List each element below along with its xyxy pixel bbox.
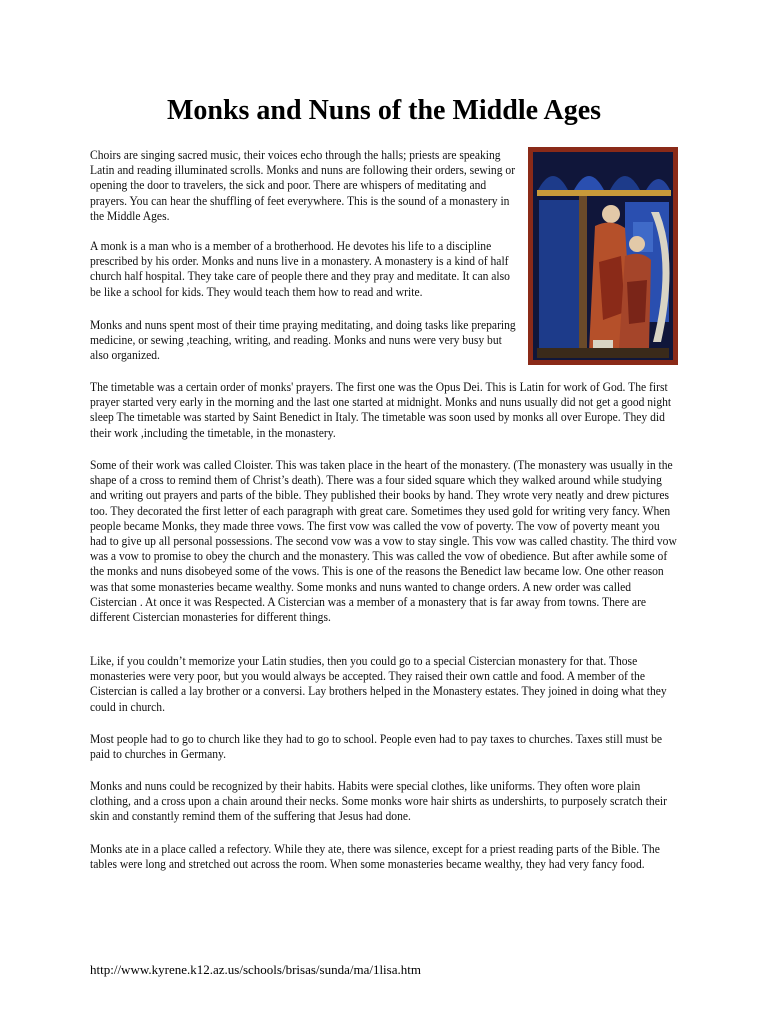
paragraph-5: Some of their work was called Cloister. This was taken place in the heart of the monastery. (The monastery was usually in the shape of a cross to remind them of Christ’s death). There was a four sided square which they walked around while studying and writing out prayers and parts of the bible. They published their books by hand. They wrote very neatly and drew pictures too. They decorated the first letter of each paragraph with great care. Sometimes they used gold for writing very fancy. When people became Monks, they made three vows. The first vow was called the vow of poverty. The vow of poverty meant you had to give up all personal possessions. The second vow was a vow to stay single. This vow was called chastity. The third vow was a vow to promise to obey the church and the monastery. This was called the vow of obedience. But after awhile some of the monks and nuns disobeyed some of the vows. This is one of the reasons the Benedict law became low. One other reason was that some monasteries became wealthy. Some monks and nuns wanted to change orders. A new order was called Cistercian . At once it was Respected. A Cistercian was a member of a monastery that is far away from towns. There are different Cistercian monasteries for different things. [90,458,677,625]
paragraph-2: A monk is a man who is a member of a brotherhood. He devotes his life to a discipline prescribed by his order. Monks and nuns live in a monastery. A monastery is a kind of half church half hospital. They take care of people there and they pray and meditate. It can also be like a school for kids. They would teach them how to read and write. [90,239,510,299]
paragraph-1: Choirs are singing sacred music, their voices echo through the halls; priests are speaking Latin and reading illuminated scrolls. Monks and nuns are following their orders, sewing or opening the door to travelers, the sick and poor. There are whispers of meditating and prayers. You can hear the shuffling of feet everywhere. This is the sound of a monastery in the Middle Ages. [90,148,516,223]
source-url-link[interactable]: http://www.kyrene.k12.az.us/schools/brisas/sunda/ma/1lisa.htm [90,962,421,977]
stained-glass-monks-image [528,147,678,365]
paragraph-4: The timetable was a certain order of monks' prayers. The first one was the Opus Dei. This is Latin for work of God. The first prayer started very early in the morning and the last one started at midnight. Monks and nuns usually did not get a good night sleep The timetable was started by Saint Benedict in Italy. The timetable was soon used by monks all over Europe. They did their work ,including the timetable, in the monastery. [90,380,672,440]
page-title: Monks and Nuns of the Middle Ages [166,95,602,126]
paragraph-3: Monks and nuns spent most of their time praying meditating, and doing tasks like preparing medicine, or sewing ,teaching, writing, and reading. Monks and nuns were very busy but also organized. [90,318,516,363]
paragraph-6: Like, if you couldn’t memorize your Latin studies, then you could go to a special Cistercian monastery for that. Those monasteries were very poor, but you would always be accepted. They raised their own cattle and food. A member of the Cistercian is called a lay brother or a conversi. Lay brothers helped in the Monastery estates. They joined in doing what they could in church. [90,654,667,714]
paragraph-7: Most people had to go to church like they had to go to school. People even had to pay taxes to churches. Taxes still must be paid to churches in Germany. [90,732,663,762]
stained-glass-illustration [533,152,673,360]
paragraph-9: Monks ate in a place called a refectory. While they ate, there was silence, except for a priest reading parts of the Bible. The tables were long and stretched out across the room. When some monasteries became wealthy, they had very fancy food. [90,842,660,872]
paragraph-8: Monks and nuns could be recognized by their habits. Habits were special clothes, like uniforms. They often wore plain clothing, and a cross upon a chain around their necks. Some monks wore hair shirts as undershirts, to purposely scratch their skin and constantly remind them of the suffering that Jesus had done. [90,779,667,824]
